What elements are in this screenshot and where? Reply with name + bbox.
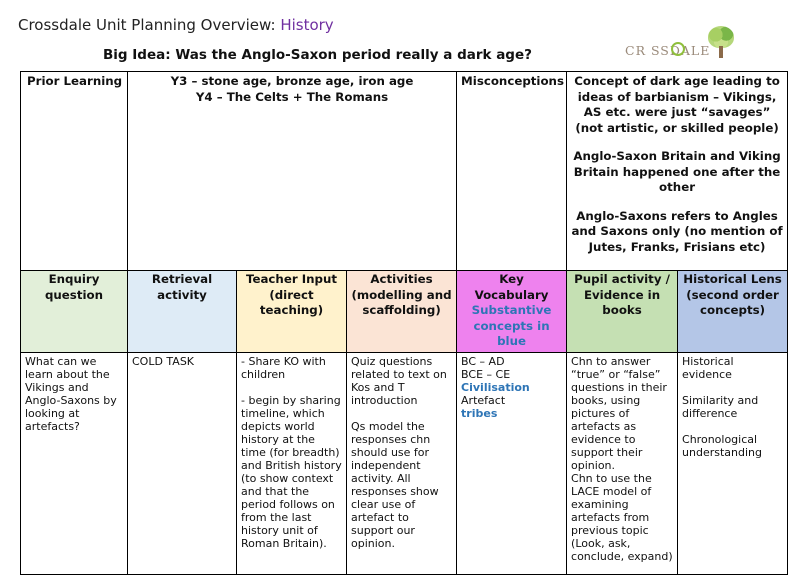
tree-trunk-icon [719,46,723,58]
teacher-input-item: - Share KO with children [241,354,326,381]
enquiry-cell: What can we learn about the Vikings and Anglo-Saxons by looking at artefacts? [21,352,128,574]
header-historical-lens: Historical Lens (second order concepts) [678,271,788,353]
teacher-input-item: - begin by sharing timeline, which depicts world history at the time (for breadth) and British history (to show context and that the period follows on from the last history unit of Roman Britain). [241,393,342,550]
misconception-item: Anglo-Saxons refers to Angles and Saxons only (no mention of Jutes, Franks, Frisians etc) [571,208,783,254]
teacher-input-cell [237,352,347,574]
header-key-vocabulary [457,271,567,353]
prior-learning-line: Y3 – stone age, bronze age, iron age [170,74,414,88]
header-activities: Activities (modelling and scaffolding) [347,271,457,353]
prior-learning-line: Y4 – The Celts + The Romans [195,89,389,104]
title-prefix: Crossdale Unit Planning Overview: [18,16,281,34]
logo-text: CR SSDALE [625,43,711,58]
misconception-item: Anglo-Saxon Britain and Viking Britain happened one after the other [573,149,781,194]
vocab-term: Artefact [461,393,506,407]
prior-learning-cell [128,72,457,271]
big-idea-heading: Big Idea: Was the Anglo-Saxon period really a dark age? [103,47,532,63]
lens-item: Chronological understanding [682,432,762,459]
misconception-item: Concept of dark age leading to ideas of barbianism – Vikings, AS etc. were just “savages” (not artistic, or skilled people) [574,74,780,135]
crossdale-logo [612,26,740,64]
planning-table [20,71,788,575]
pupil-activity-item: Chn to answer “true” or “false” questions in their books, using pictures of artefacts as evidence to support their opinion. [571,354,667,472]
pupil-activity-item: Chn to use the LACE model of examining artefacts from previous topic (Look, ask, conclude, expand) [571,471,673,563]
vocab-term-substantive: tribes [461,406,498,420]
historical-lens-cell [678,352,788,574]
vocab-header-title: Key Vocabulary [474,272,549,302]
lens-item: Historical evidence [682,354,734,381]
logo-ring-icon [671,42,685,56]
prior-learning-label: Prior Learning [21,72,128,271]
activities-item: Qs model the responses chn should use for independent activity. All responses show clear use of artefact to support our opinion. [351,419,439,550]
overview-row [21,72,788,271]
misconceptions-cell [567,72,788,271]
header-pupil-activity: Pupil activity / Evidence in books [567,271,678,353]
activities-item: Quiz questions related to text on Kos and T introduction [351,354,447,407]
misconceptions-label: Misconceptions [457,72,567,271]
header-teacher-input: Teacher Input (direct teaching) [237,271,347,353]
header-retrieval: Retrieval activity [128,271,237,353]
pupil-activity-cell [567,352,678,574]
page-title [18,16,334,34]
vocab-term: BC – AD [461,354,505,368]
header-enquiry: Enquiry question [21,271,128,353]
retrieval-cell: COLD TASK [128,352,237,574]
title-subject: History [280,16,334,34]
lens-item: Similarity and difference [682,393,759,420]
vocab-term: BCE – CE [461,367,511,381]
vocab-term-substantive: Civilisation [461,380,530,394]
vocabulary-cell [457,352,567,574]
vocab-header-sub: Substantive concepts in blue [471,303,552,348]
tree-icon [708,26,734,48]
table-row [21,352,788,574]
column-header-row [21,271,788,353]
activities-cell [347,352,457,574]
